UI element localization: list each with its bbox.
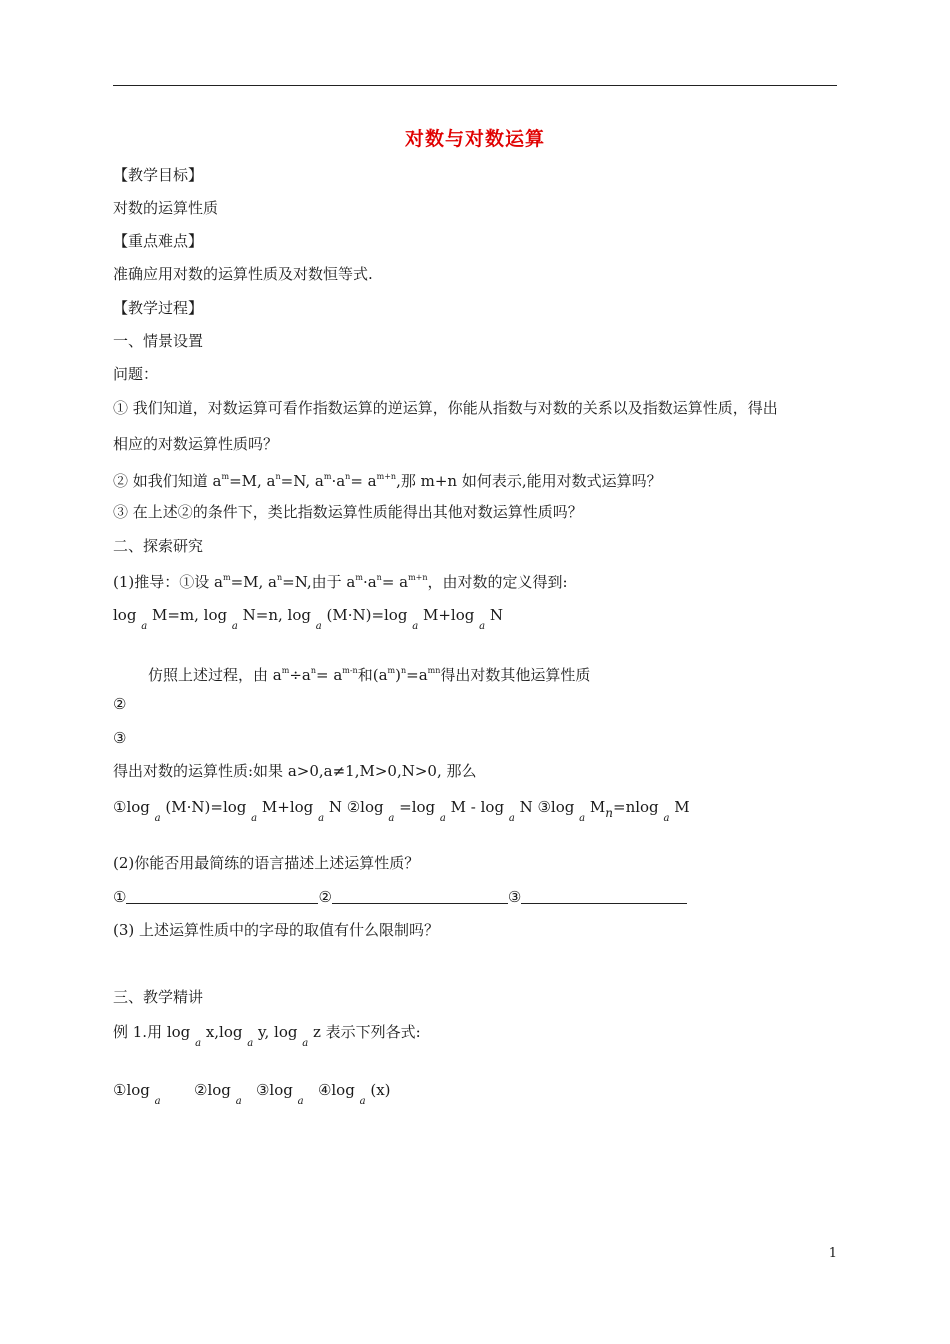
question-1-line-2: 相应的对数运算性质吗？	[113, 435, 279, 453]
mark-3: ③	[113, 729, 127, 747]
part3-heading: 三、教学精讲	[113, 988, 204, 1006]
describe-question: (2)你能否用最简练的语言描述上述运算性质？	[113, 854, 420, 872]
answer-blank-3[interactable]	[521, 889, 687, 904]
document-title: 对数与对数运算	[404, 128, 545, 150]
question-1-line-1: ① 我们知道，对数运算可看作指数运算的逆运算，你能从指数与对数的关系以及指数运算性质，得出	[113, 399, 778, 417]
answer-blank-2[interactable]	[332, 889, 508, 904]
blank-answers: ① ② ③	[113, 887, 687, 907]
mark-2: ②	[113, 695, 127, 713]
properties-line: ①log $_a$ (M·N)=log $_a$ M+log $_a$ N ②log $_a$ =log $_a$ M - log $_a$ N ③log $_a$ $M_n=nlog$ $_a$ M	[113, 798, 690, 824]
log-definition-line: log $_a$ M=m, log $_a$ N=n, log $_a$ (M·N)=log $_a$ M+log $_a$ N	[113, 606, 503, 632]
conclusion-line: 得出对数的运算性质:如果 a>0,a≠1,M>0,N>0, 那么	[113, 762, 477, 780]
page-number: 1	[828, 1246, 837, 1261]
derivation-line: (1)推导：①设 $a^m=M$, $a^n=N$,由于 $a^m\cdot a^n= a^{m+n}$，由对数的定义得到:	[113, 573, 568, 591]
part2-heading: 二、探索研究	[113, 537, 204, 555]
key-text: 准确应用对数的运算性质及对数恒等式.	[113, 265, 373, 283]
limit-question: (3) 上述运算性质中的字母的取值有什么限制吗？	[113, 921, 440, 939]
question-label: 问题：	[113, 365, 159, 383]
process-heading: 【教学过程】	[113, 299, 204, 317]
exercise-line: ①log $_a$ ②log $_a$ ③log $_a$ ④log $_a$ (x)	[113, 1081, 391, 1107]
example-1: 例 1.用 log $_a$ x,log $_a$ y, log $_a$ z 表示下列各式:	[113, 1023, 421, 1049]
header-rule	[113, 85, 837, 86]
goal-heading: 【教学目标】	[113, 166, 204, 184]
goal-text: 对数的运算性质	[113, 199, 219, 217]
answer-blank-1[interactable]	[126, 889, 318, 904]
part1-heading: 一、情景设置	[113, 332, 204, 350]
question-2: ② 如我们知道 $a^m=M$, $a^n=N$, $a^m\cdot a^n= a^{m+n}$,那 m+n 如何表示,能用对数式运算吗？	[113, 472, 662, 490]
key-heading: 【重点难点】	[113, 232, 204, 250]
imitate-line: 仿照上述过程，由 $a^m\div a^n= a^{m-n}$和$(a^m)^n=a^{mn}$得出对数其他运算性质	[148, 666, 591, 684]
question-3: ③ 在上述②的条件下，类比指数运算性质能得出其他对数运算性质吗？	[113, 503, 583, 521]
